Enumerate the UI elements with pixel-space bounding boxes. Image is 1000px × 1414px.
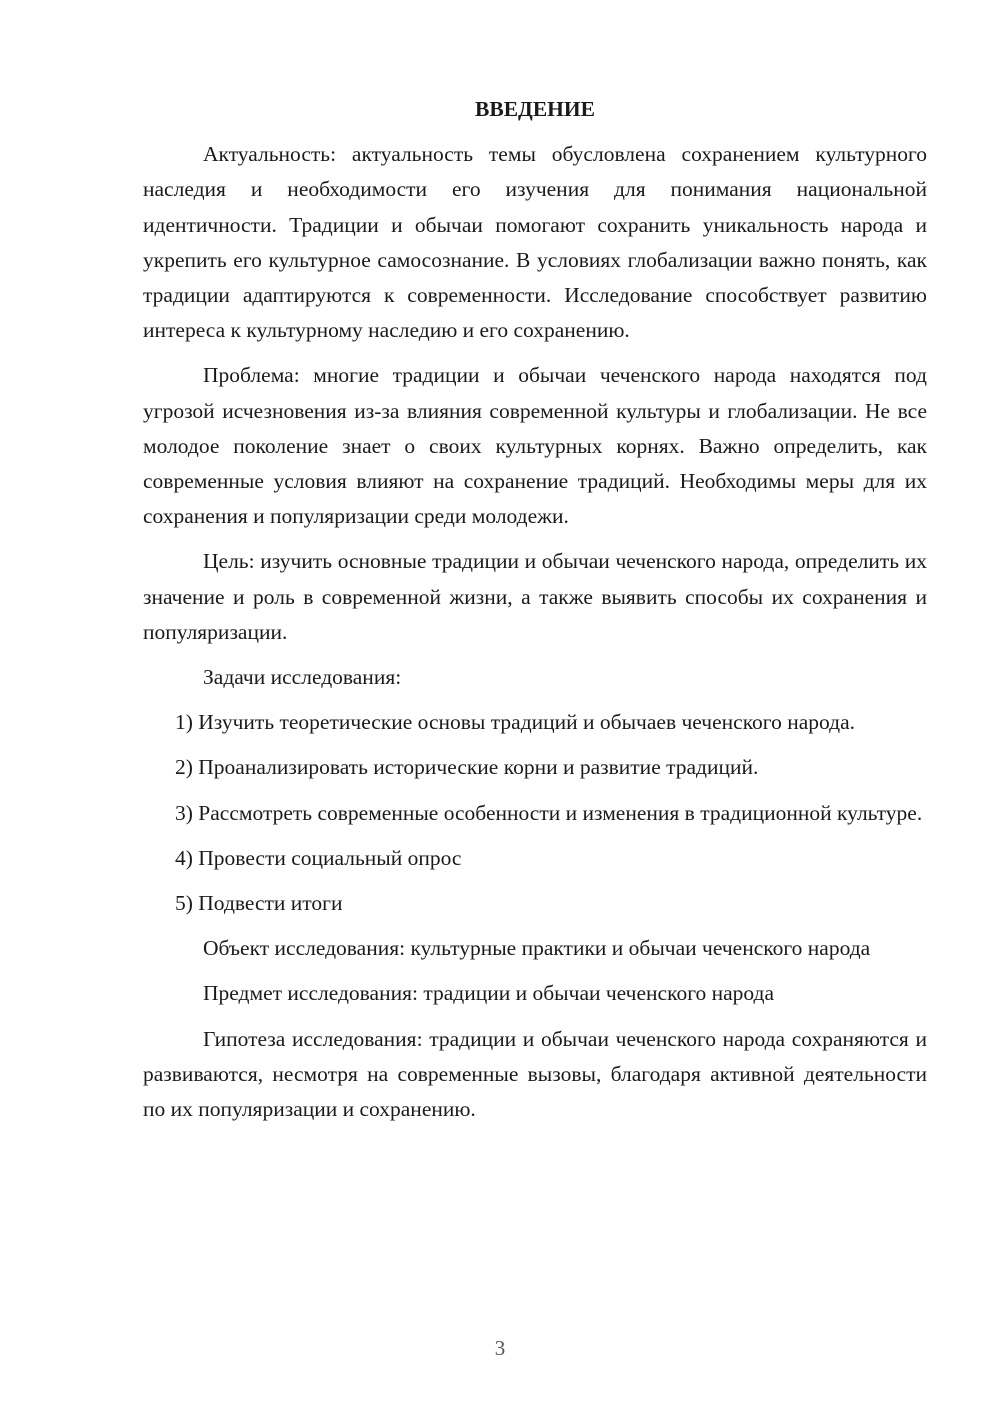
paragraph-goal: Цель: изучить основные традиции и обычаи чеченского народа, определить их значение и роль в современной жизни, а также выявить способы их сохранения и популяризации.	[143, 549, 927, 644]
task-item-2: 2) Проанализировать исторические корни и развитие традиций.	[175, 755, 759, 780]
paragraph-object: Объект исследования: культурные практики и обычаи чеченского народа	[203, 936, 871, 961]
task-item-5: 5) Подвести итоги	[175, 891, 343, 916]
task-item-4: 4) Провести социальный опрос	[175, 845, 462, 870]
task-item-1: 1) Изучить теоретические основы традиций и обычаев чеченского народа.	[175, 710, 855, 735]
page-number: 3	[494, 1336, 506, 1360]
paragraph-tasks-heading: Задачи исследования:	[203, 665, 402, 690]
paragraph-hypothesis: Гипотеза исследования: традиции и обычаи чеченского народа сохраняются и развиваются, несмотря на современные вызовы, благодаря активной деятельности по их популяризации и сохранению.	[143, 1026, 927, 1122]
document-page	[143, 92, 927, 1137]
task-item-3: 3) Рассмотреть современные особенности и изменения в традиционной культуре.	[175, 800, 923, 825]
paragraph-problem: Проблема: многие традиции и обычаи чеченского народа находятся под угрозой исчезновения из-за влияния современной культуры и глобализации. Не все молодое поколение знает о своих культурных корнях. Важно определить, как современные условия влияют на сохранение традиций. Необходимы меры для их сохранения и популяризации среди молодежи.	[143, 363, 927, 529]
paragraph-subject: Предмет исследования: традиции и обычаи чеченского народа	[203, 981, 775, 1006]
paragraph-relevance: Актуальность: актуальность темы обусловлена сохранением культурного наследия и необходимости его изучения для понимания национальной идентичности. Традиции и обычаи помогают сохранить уникальность народа и укрепить его культурное самосознание. В условиях глобализации важно понять, как традиции адаптируются к современности. Исследование способствует развитию интереса к культурному наследию и его сохранению.	[143, 142, 927, 343]
section-title: ВВЕДЕНИЕ	[475, 97, 595, 121]
